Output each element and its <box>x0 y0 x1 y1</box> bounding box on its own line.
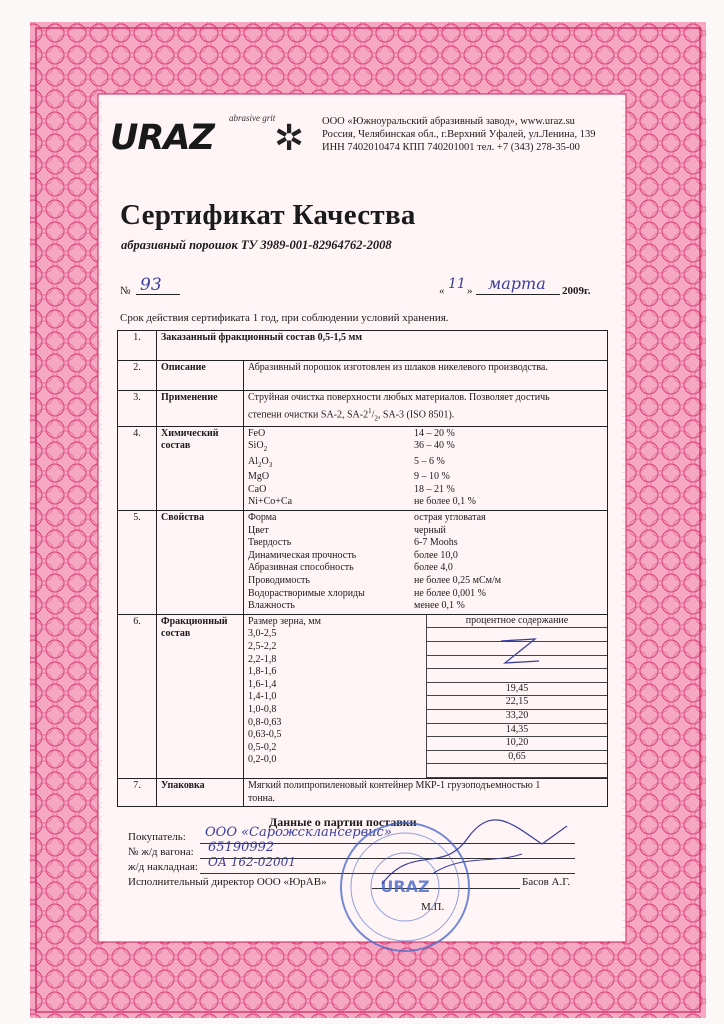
company-ids: ИНН 7402010474 КПП 740201001 тел. +7 (343) 278-35-00 <box>322 142 580 153</box>
application-value <box>244 391 608 427</box>
packaging-text-a: Мягкий полипропиленовый контейнер МКР-1 грузоподъемностью 1 <box>248 779 541 791</box>
fraction-values <box>244 614 608 778</box>
prop-line <box>248 550 603 563</box>
chem-name: Ni+Co+Ca <box>248 496 293 508</box>
table-row <box>118 426 608 511</box>
company-logo: URAZ <box>110 118 214 158</box>
quality-table <box>117 330 608 807</box>
row-number: 1. <box>118 331 157 361</box>
row-number: 3. <box>118 391 157 427</box>
table-row <box>118 361 608 391</box>
prop-value: не более 0,001 % <box>414 587 486 599</box>
prop-name: Влажность <box>248 600 295 612</box>
company-address: Россия, Челябинская обл., г.Верхний Уфалей, ул.Ленина, 139 <box>322 129 596 140</box>
prop-value: острая угловатая <box>414 512 486 524</box>
size-value: 1,0-0,8 <box>248 703 277 715</box>
chem-line <box>248 428 603 441</box>
chemistry-label-b: состав <box>161 440 191 452</box>
prop-line <box>248 600 603 613</box>
chem-name: MgO <box>248 471 270 483</box>
packaging-value <box>244 778 608 806</box>
prop-name: Динамическая прочность <box>248 549 357 561</box>
application-text-a: Струйная очистка поверхности любых материалов. Позволяет достичь <box>248 392 550 403</box>
chem-value: 5 – 6 % <box>414 455 445 467</box>
application-label: Применение <box>157 391 244 427</box>
prop-value: 6-7 Moohs <box>414 537 458 549</box>
ordered-fraction: Заказанный фракционный состав 0,5-1,5 мм <box>157 331 608 361</box>
fraction-label-a: Фракционный <box>161 615 228 627</box>
fraction-grid <box>244 615 607 778</box>
director-name: Басов А.Г. <box>522 876 571 888</box>
content-header: процентное содержание <box>427 615 607 629</box>
size-value: 0,8-0,63 <box>248 716 282 728</box>
buyer-label: Покупатель: <box>128 831 186 843</box>
company-name: ООО «Южноуральский абразивный завод», www.uraz.su <box>322 116 575 127</box>
row-number: 4. <box>118 426 157 511</box>
percent-cell <box>427 764 607 778</box>
chem-value: 36 – 40 % <box>414 440 455 452</box>
fraction-label-b: состав <box>161 628 191 640</box>
chem-sub: 2 <box>263 445 268 454</box>
prop-value: не более 0,25 мСм/м <box>414 575 502 587</box>
percent-cell: 19,45 <box>427 683 607 697</box>
prop-name: Проводимость <box>248 575 310 587</box>
prop-line <box>248 575 603 588</box>
chem-name-post: O <box>261 455 269 467</box>
chem-line <box>248 484 603 497</box>
prop-name: Форма <box>248 512 277 524</box>
logo-tagline: abrasive grit <box>229 113 276 123</box>
percent-cell: 22,15 <box>427 696 607 710</box>
stamp-mp-label: М.П. <box>421 901 445 913</box>
properties-label: Свойства <box>157 511 244 615</box>
fraction-sup: 1 <box>368 406 372 415</box>
percent-cell: 0,65 <box>427 751 607 765</box>
handwritten-z-mark <box>497 635 543 669</box>
packaging-label: Упаковка <box>157 778 244 806</box>
prop-name: Водорастворимые хлориды <box>248 587 365 599</box>
table-row <box>118 331 608 361</box>
size-value: 1,4-1,0 <box>248 691 277 703</box>
chemistry-label <box>157 426 244 511</box>
size-value: 0,63-0,5 <box>248 729 282 741</box>
packaging-text-b: тонна. <box>248 792 275 804</box>
date-close-quote: » <box>467 285 473 297</box>
row-number: 7. <box>118 778 157 806</box>
prop-line <box>248 588 603 601</box>
date-day: 11 <box>448 276 466 292</box>
wagon-value: 65190992 <box>208 840 275 855</box>
chemistry-label-a: Химический <box>161 427 219 439</box>
prop-line <box>248 512 603 525</box>
party-heading: Данные о партии поставки <box>269 815 417 829</box>
chem-name: CaO <box>248 483 267 495</box>
chem-sub: 2 <box>258 460 262 469</box>
percent-cell: 10,20 <box>427 737 607 751</box>
chem-value: не более 0,1 % <box>414 496 476 508</box>
director-label: Исполнительный директор ООО «ЮрАВ» <box>128 876 327 888</box>
size-value: 3,0-2,5 <box>248 628 277 640</box>
size-value: 1,6-1,4 <box>248 678 277 690</box>
chem-name: FeO <box>248 427 266 439</box>
page-title: Сертификат Качества <box>120 199 416 231</box>
description-label: Описание <box>157 361 244 391</box>
chem-sub: 3 <box>268 460 273 469</box>
invoice-label: ж/д накладная: <box>128 861 198 873</box>
prop-name: Твердость <box>248 537 292 549</box>
description-value: Абразивный порошок изготовлен из шлаков никелевого производства. <box>244 361 608 391</box>
prop-line <box>248 525 603 538</box>
prop-line <box>248 537 603 550</box>
number-label: № <box>120 285 131 297</box>
prop-value: менее 0,1 % <box>414 600 465 612</box>
size-value: 0,5-0,2 <box>248 741 277 753</box>
date-underline <box>476 294 560 295</box>
fraction-label <box>157 614 244 778</box>
row-number: 6. <box>118 614 157 778</box>
application-text-b: степени очистки SA-2, $SA-2^1/_2$, SA-3 (ISO 8501). <box>248 406 455 422</box>
row-number: 2. <box>118 361 157 391</box>
prop-name: Абразивная способность <box>248 562 354 574</box>
prop-value: черный <box>414 524 446 536</box>
prop-value: более 4,0 <box>414 562 453 574</box>
chem-value: 18 – 21 % <box>414 483 455 495</box>
percent-cell: 14,35 <box>427 724 607 738</box>
size-value: 2,2-1,8 <box>248 653 277 665</box>
number-value: 93 <box>140 275 162 295</box>
size-value: 1,8-1,6 <box>248 666 277 678</box>
number-underline <box>136 294 180 295</box>
chem-name: Al <box>248 455 258 467</box>
date-open-quote: « <box>439 285 445 297</box>
size-value: 0,2-0,0 <box>248 754 277 766</box>
size-value: 2,5-2,2 <box>248 641 277 653</box>
wagon-label: № ж/д вагона: <box>128 846 194 858</box>
page-subtitle: абразивный порошок ТУ 3989-001-82964762-2008 <box>121 238 392 252</box>
date-year: 2009г. <box>562 285 591 297</box>
chemistry-values <box>244 426 608 511</box>
table-row <box>118 778 608 806</box>
prop-line <box>248 562 603 575</box>
table-row <box>118 511 608 615</box>
chem-value: 9 – 10 % <box>414 471 450 483</box>
invoice-value: ОА 162-02001 <box>208 855 296 869</box>
application-text-b1: степени очистки SA-2, SA-2 <box>248 408 369 420</box>
signature-scribble <box>372 814 582 904</box>
chem-line <box>248 440 603 456</box>
fraction-percents <box>426 615 607 778</box>
chem-line <box>248 496 603 509</box>
chem-name: SiO <box>248 440 264 452</box>
properties-values <box>244 511 608 615</box>
table-row <box>118 391 608 427</box>
row-number: 5. <box>118 511 157 615</box>
logo-star-icon: ✲ <box>274 118 305 158</box>
chem-line <box>248 471 603 484</box>
validity-text: Срок действия сертификата 1 год, при соблюдении условий хранения. <box>120 312 449 324</box>
percent-cell: 33,20 <box>427 710 607 724</box>
prop-name: Цвет <box>248 524 269 536</box>
buyer-value: ООО «Сарожсклансервис» <box>205 825 392 840</box>
table-row <box>118 614 608 778</box>
date-month: марта <box>488 274 546 293</box>
prop-value: более 10,0 <box>414 549 458 561</box>
percent-cell <box>427 669 607 683</box>
chem-line <box>248 456 603 472</box>
fraction-sizes <box>244 615 426 778</box>
fraction-sub: 2 <box>374 413 378 422</box>
stamp-logo: URAZ <box>380 877 430 896</box>
application-text-c: , SA-3 (ISO 8501). <box>377 408 455 420</box>
size-header: Размер зерна, мм <box>248 615 321 627</box>
chem-value: 14 – 20 % <box>414 427 455 439</box>
